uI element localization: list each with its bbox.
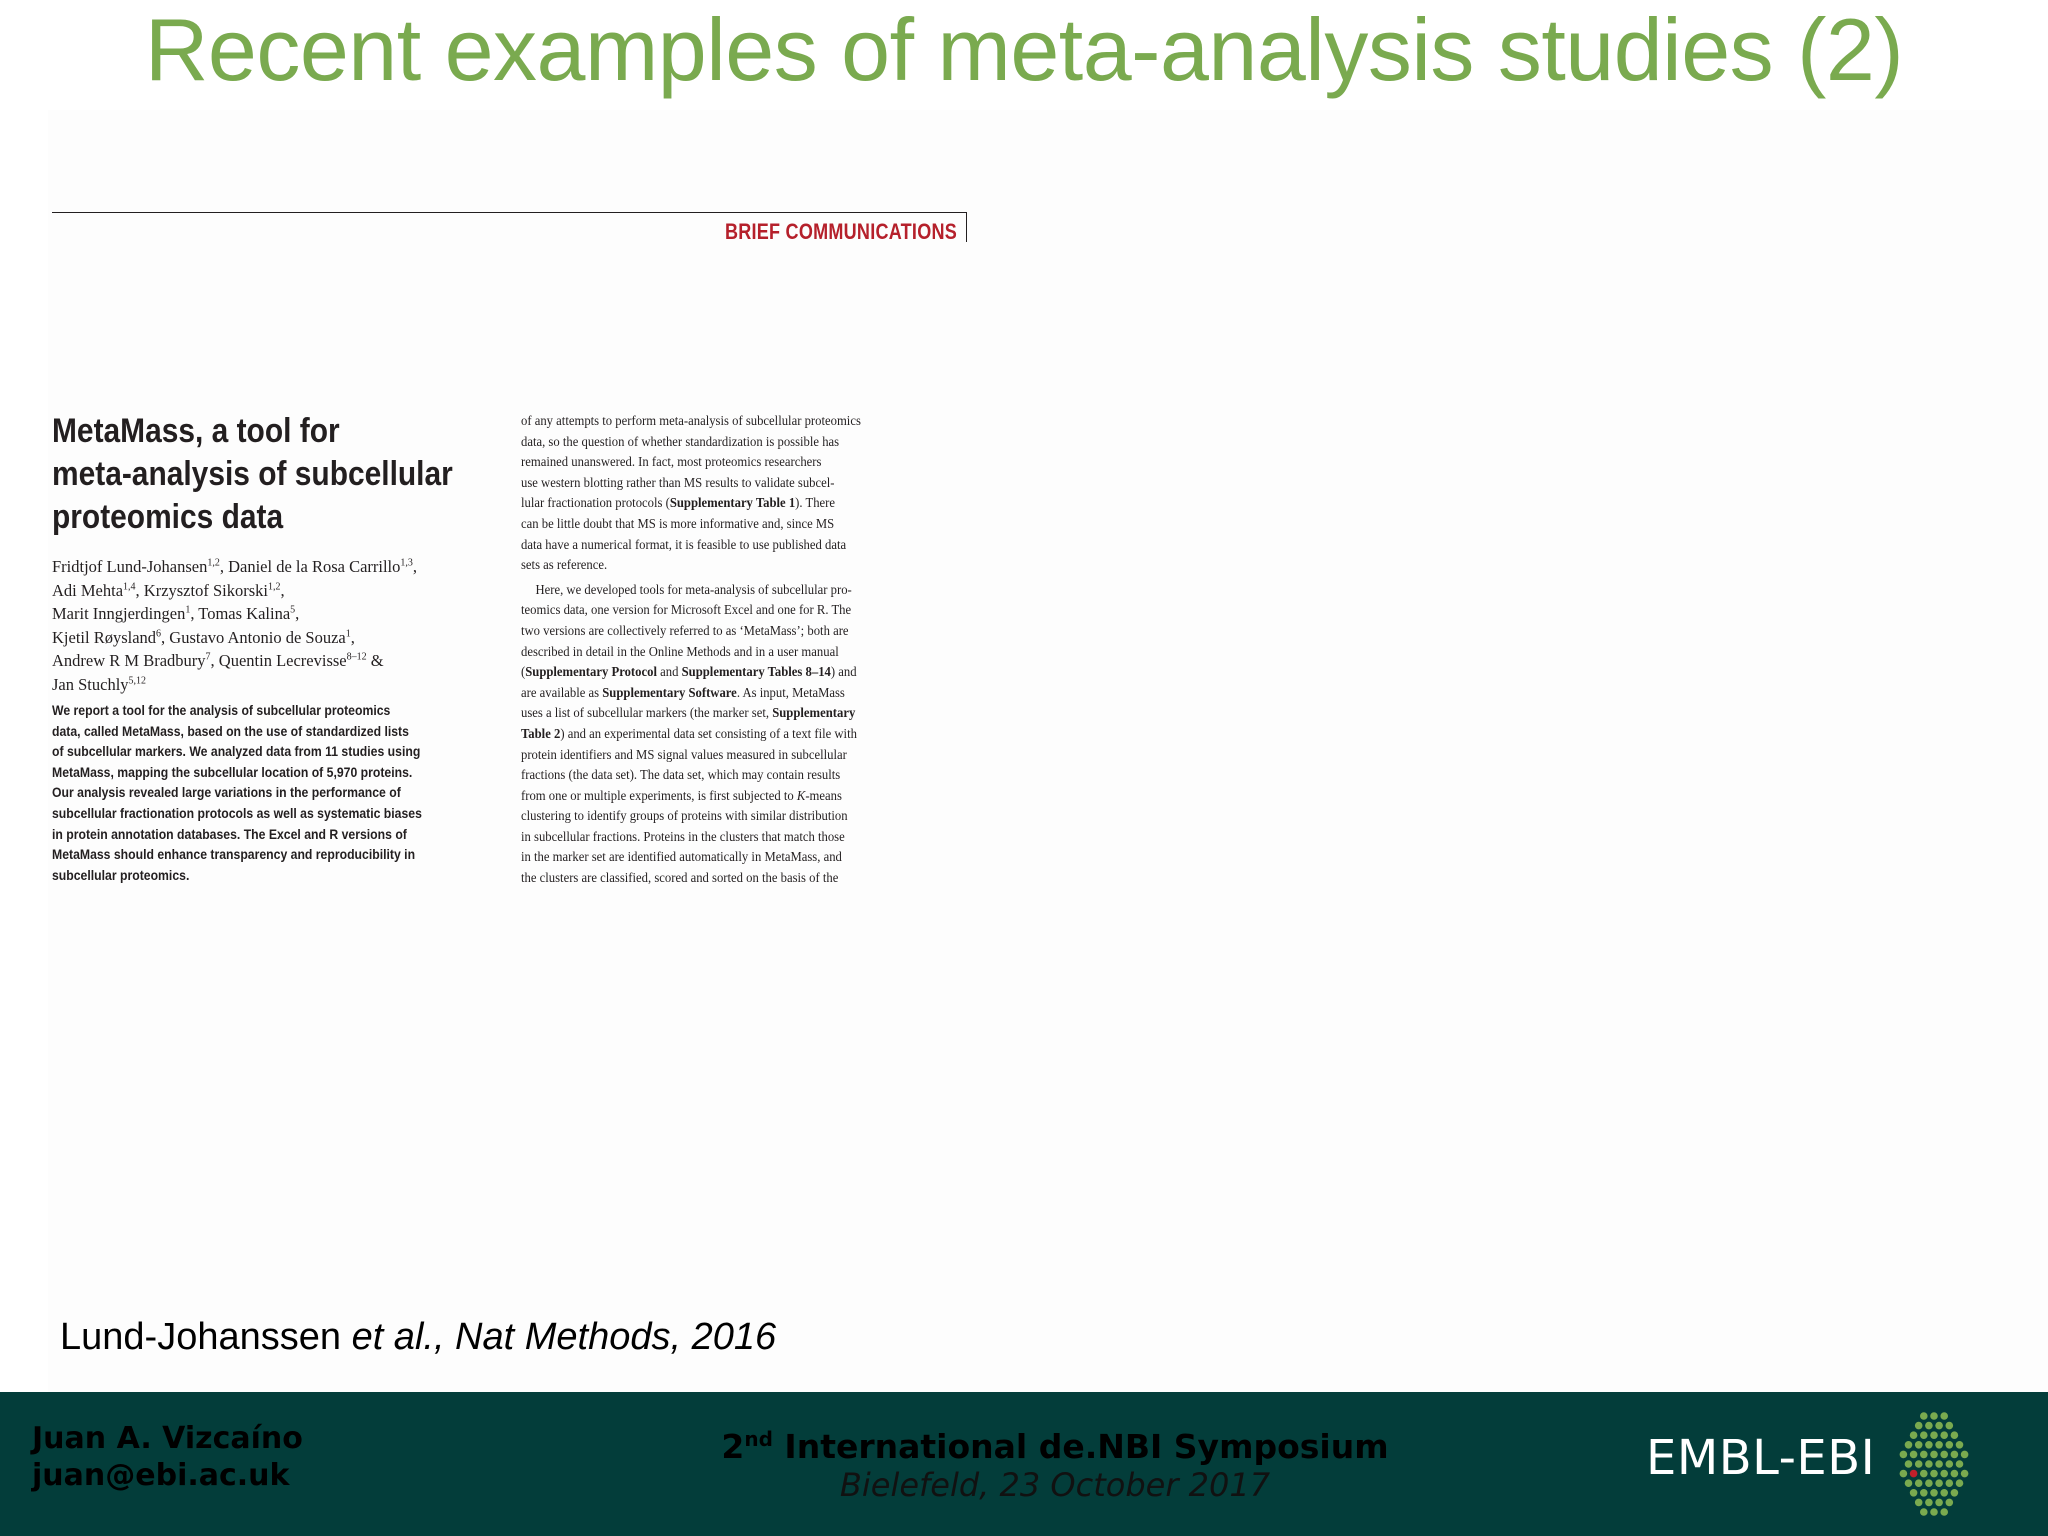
logo-dot xyxy=(1940,1508,1948,1516)
logo-dot xyxy=(1905,1479,1913,1487)
body-line: are available as Supplementary Software. As input, MetaMass xyxy=(521,685,845,701)
logo-dot xyxy=(1951,1451,1959,1459)
slide-title: Recent examples of meta-analysis studies (2) xyxy=(144,0,1904,99)
paper-abstract xyxy=(52,701,512,886)
abstract-line: We report a tool for the analysis of subcellular proteomics xyxy=(52,703,391,718)
logo-dot xyxy=(1930,1451,1938,1459)
logo-dot xyxy=(1915,1479,1923,1487)
logo-dot xyxy=(1915,1499,1923,1507)
logo-dot xyxy=(1940,1451,1948,1459)
affiliation-marker: 1 xyxy=(185,604,191,616)
logo-dot xyxy=(1925,1441,1933,1449)
abstract-line: subcellular proteomics. xyxy=(52,867,190,883)
paper-title-line: meta-analysis of subcellular xyxy=(52,455,453,493)
logo-dot xyxy=(1925,1499,1933,1507)
logo-dot xyxy=(1961,1470,1969,1478)
logo-dot xyxy=(1905,1441,1913,1449)
abstract-line: of subcellular markers. We analyzed data from 11 studies using xyxy=(52,744,421,760)
logo-dot xyxy=(1946,1499,1954,1507)
logo-dot xyxy=(1910,1451,1918,1459)
affiliation-marker: 8–12 xyxy=(346,651,367,663)
affiliation-marker: 5,12 xyxy=(128,675,147,686)
logo-dot xyxy=(1920,1412,1928,1420)
citation-authors: Lund-Johanssen xyxy=(60,1316,352,1358)
paper-body-text xyxy=(521,412,967,890)
logo-dot xyxy=(1935,1460,1943,1468)
logo-dot xyxy=(1920,1470,1928,1478)
header-rule xyxy=(52,212,967,213)
embl-ebi-logo-icon xyxy=(1884,1408,1984,1520)
body-line: lular fractionation protocols (Supplementary Table 1). There xyxy=(521,496,836,512)
body-line: teomics data, one version for Microsoft Excel and one for R. The xyxy=(521,603,852,619)
citation-source: et al., Nat Methods, 2016 xyxy=(351,1316,777,1358)
logo-dot xyxy=(1930,1431,1938,1439)
author-line: Marit Inngjerdingen$^1$, Tomas Kalina$^5$, xyxy=(52,604,300,623)
presenter-email: juan@ebi.ac.uk xyxy=(32,1458,290,1493)
paper-title-line: proteomics data xyxy=(52,498,284,536)
logo-dot xyxy=(1930,1412,1938,1420)
body-line: Table 2) and an experimental data set consisting of a text file with xyxy=(521,726,857,742)
logo-dot xyxy=(1910,1470,1918,1478)
footer-bar xyxy=(0,1392,2048,1536)
logo-dot xyxy=(1900,1470,1908,1478)
affiliation-marker: 1,2 xyxy=(267,581,281,592)
presenter-name: Juan A. Vizcaíno xyxy=(32,1421,303,1456)
logo-dot xyxy=(1910,1489,1918,1497)
body-line: fractions (the data set). The data set, which may contain results xyxy=(521,768,841,784)
body-line: data, so the question of whether standardization is possible has xyxy=(521,434,840,450)
author-line: Kjetil Røysland$^6$, Gustavo Antonio de Souza$^1$, xyxy=(52,627,355,647)
logo-dot xyxy=(1940,1431,1948,1439)
body-line: in subcellular fractions. Proteins in the clusters that match those xyxy=(521,829,845,845)
logo-dot xyxy=(1946,1441,1954,1449)
logo-dot xyxy=(1935,1441,1943,1449)
section-label: BRIEF COMMUNICATIONS xyxy=(724,219,957,244)
paper-title-line: MetaMass, a tool for xyxy=(52,412,340,450)
event-name xyxy=(510,1420,1600,1466)
event-info xyxy=(510,1420,1600,1504)
logo-dot xyxy=(1910,1431,1918,1439)
body-line: use western blotting rather than MS results to validate subcel- xyxy=(521,475,835,491)
logo-dot xyxy=(1925,1422,1933,1430)
logo-dot xyxy=(1940,1412,1948,1420)
affiliation-marker: 5 xyxy=(290,604,296,616)
body-line: sets as reference. xyxy=(521,558,608,574)
logo-dot xyxy=(1900,1451,1908,1459)
body-line: the clusters are classified, scored and sorted on the basis of the xyxy=(521,871,839,887)
body-line: can be little doubt that MS is more informative and, since MS xyxy=(521,516,835,532)
logo-dot xyxy=(1951,1431,1959,1439)
body-line: clustering to identify groups of proteins with similar distribution xyxy=(521,809,848,825)
body-line: two versions are collectively referred to as ‘MetaMass’; both are xyxy=(521,623,849,639)
header-rule-tick xyxy=(966,212,967,242)
logo-dot xyxy=(1920,1431,1928,1439)
paper-authors xyxy=(52,555,522,696)
logo-dot xyxy=(1946,1479,1954,1487)
abstract-line: MetaMass should enhance transparency and reproducibility in xyxy=(52,847,416,863)
logo-dot xyxy=(1935,1422,1943,1430)
body-line: Here, we developed tools for meta-analysis of subcellular pro- xyxy=(535,582,852,598)
body-line: of any attempts to perform meta-analysis of subcellular proteomics xyxy=(521,414,861,429)
logo-dot xyxy=(1930,1470,1938,1478)
logo-dot xyxy=(1956,1479,1964,1487)
logo-dot xyxy=(1915,1441,1923,1449)
body-line: in the marker set are identified automatically in MetaMass, and xyxy=(521,850,842,866)
logo-dot xyxy=(1940,1489,1948,1497)
author-line: Andrew R M Bradbury$^7$, Quentin Lecrevisse$^{8-12}$ & xyxy=(52,651,384,670)
logo-dot xyxy=(1956,1441,1964,1449)
presenter-info xyxy=(32,1420,303,1494)
logo-dot xyxy=(1946,1460,1954,1468)
logo-dot xyxy=(1940,1470,1948,1478)
logo-dot xyxy=(1925,1479,1933,1487)
logo-dot xyxy=(1930,1489,1938,1497)
logo-dot xyxy=(1956,1460,1964,1468)
logo-dot xyxy=(1935,1499,1943,1507)
body-line: data have a numerical format, it is feasible to use published data xyxy=(521,537,847,553)
author-line: Adi Mehta$^{1,4}$, Krzysztof Sikorski$^{1,2}$, xyxy=(52,580,285,600)
logo-dot xyxy=(1951,1470,1959,1478)
embl-ebi-logo-text: EMBL-EBI xyxy=(1646,1430,1876,1486)
logo-dot xyxy=(1920,1451,1928,1459)
logo-dot xyxy=(1905,1460,1913,1468)
author-line: Jan Stuchly$^{5,12}$ xyxy=(52,674,147,694)
abstract-line: in protein annotation databases. The Excel and R versions of xyxy=(52,826,407,842)
paper-excerpt xyxy=(52,212,967,887)
citation xyxy=(60,1316,776,1359)
event-ordinal-suffix: nd xyxy=(744,1427,773,1451)
abstract-line: subcellular fractionation protocols as well as systematic biases xyxy=(52,805,422,821)
body-line: remained unanswered. In fact, most proteomics researchers xyxy=(521,455,822,471)
abstract-line: MetaMass, mapping the subcellular location of 5,970 proteins. xyxy=(52,764,413,780)
body-line: (Supplementary Protocol and Supplementary Tables 8–14) and xyxy=(521,665,857,681)
body-line: uses a list of subcellular markers (the marker set, Supplementary xyxy=(521,706,856,722)
abstract-line: Our analysis revealed large variations in the performance of xyxy=(52,785,401,801)
logo-dot xyxy=(1925,1460,1933,1468)
logo-dot xyxy=(1920,1489,1928,1497)
logo-dot xyxy=(1961,1451,1969,1459)
event-place: Bielefeld, 23 October 2017 xyxy=(839,1466,1271,1504)
affiliation-marker: 1 xyxy=(345,628,351,639)
abstract-line: data, called MetaMass, based on the use of standardized lists xyxy=(52,723,409,739)
body-line: from one or multiple experiments, is first subjected to K-means xyxy=(521,788,842,804)
logo-dot xyxy=(1915,1460,1923,1468)
affiliation-marker: 1,4 xyxy=(123,581,136,592)
affiliation-marker: 1,3 xyxy=(400,557,413,569)
event-title: International de.NBI Symposium xyxy=(772,1427,1389,1466)
affiliation-marker: 7 xyxy=(205,651,211,663)
affiliation-marker: 6 xyxy=(156,628,162,639)
logo-dot xyxy=(1930,1508,1938,1516)
author-line: Fridtjof Lund-Johansen$^{1,2}$, Daniel de la Rosa Carrillo$^{1,3}$, xyxy=(52,557,418,576)
affiliation-marker: 1,2 xyxy=(207,557,220,569)
body-line: protein identifiers and MS signal values measured in subcellular xyxy=(521,747,847,763)
logo-dot xyxy=(1935,1479,1943,1487)
logo-dot xyxy=(1915,1422,1923,1430)
logo-dot xyxy=(1920,1508,1928,1516)
logo-dot xyxy=(1946,1422,1954,1430)
paper-title xyxy=(52,410,466,539)
logo-dot xyxy=(1951,1489,1959,1497)
body-line: described in detail in the Online Methods and in a user manual xyxy=(521,644,839,660)
event-ordinal: 2 xyxy=(721,1427,745,1466)
